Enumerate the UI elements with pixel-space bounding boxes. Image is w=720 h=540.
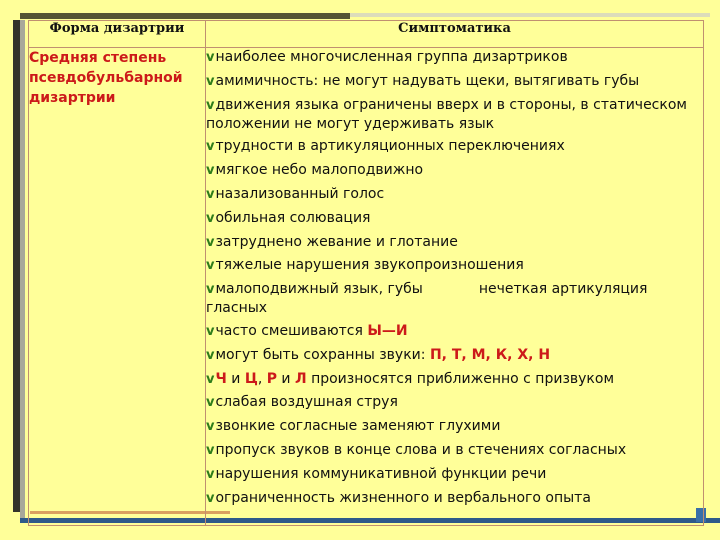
frame-left-bar	[13, 20, 20, 512]
symptom-text: затруднено жевание и глотание	[215, 233, 458, 250]
symptom-text: трудности в артикуляционных переключениях	[215, 138, 565, 155]
symptom-item	[206, 280, 703, 317]
header-symptoms: Симптоматика	[206, 21, 704, 48]
symptom-item	[206, 441, 703, 460]
highlight-sound: Р	[266, 370, 277, 387]
symptom-item	[206, 72, 703, 91]
symptom-item	[206, 346, 703, 365]
highlight-sound: Ч	[215, 370, 227, 387]
bullet-icon: v	[206, 234, 215, 250]
bullet-icon: v	[206, 490, 215, 506]
header-row	[29, 21, 704, 48]
highlight-sounds: П, Т, М, К, Х, Н	[429, 346, 551, 363]
highlight-sound: Ц	[244, 370, 258, 387]
bullet-icon: v	[206, 442, 215, 458]
symptom-text: и	[276, 370, 295, 387]
symptom-text: произносятся приближенно с призвуком	[306, 370, 615, 387]
frame-top-light-bar	[350, 13, 710, 17]
symptom-text: звонкие согласные заменяют глухими	[215, 418, 501, 435]
dysarthria-table	[28, 20, 704, 526]
content-row	[29, 48, 704, 526]
symptom-item	[206, 233, 703, 252]
symptom-item	[206, 137, 703, 156]
symptom-item	[206, 489, 703, 508]
symptom-item	[206, 185, 703, 204]
highlight-sounds: Ы—И	[367, 322, 408, 339]
header-form: Форма дизартрии	[29, 21, 206, 48]
bullet-icon: v	[206, 466, 215, 482]
symptom-text: часто смешиваются	[215, 322, 368, 339]
symptom-item	[206, 209, 703, 228]
bullet-icon: v	[206, 419, 215, 435]
symptom-text: слабая воздушная струя	[215, 394, 398, 411]
symptom-text: нарушения коммуникативной функции речи	[215, 465, 547, 482]
symptom-text: и	[226, 370, 245, 387]
bullet-icon: v	[206, 186, 215, 202]
symptom-item	[206, 465, 703, 484]
symptom-text: тяжелые нарушения звукопроизношения	[215, 257, 524, 274]
bullet-icon: v	[206, 371, 215, 387]
symptom-list	[206, 48, 703, 508]
bullet-icon: v	[206, 395, 215, 411]
symptom-text: мягкое небо малоподвижно	[215, 162, 424, 179]
symptom-text: ,	[257, 370, 267, 387]
symptom-item	[206, 48, 703, 67]
symptom-text: наиболее многочисленная группа дизартриков	[215, 49, 568, 65]
symptom-text: движения языка ограничены вверх и в стороны, в статическом положении не могут удерживать язык	[206, 96, 687, 132]
highlight-sound: Л	[294, 370, 307, 387]
bullet-icon: v	[206, 50, 215, 65]
symptom-item	[206, 322, 703, 341]
symptom-text-cont: нечеткая артикуляция гласных	[206, 281, 648, 317]
frame-left-gray-bar	[20, 20, 25, 520]
symptom-text: амимичность: не могут надувать щеки, вытягивать губы	[215, 72, 640, 89]
frame-top-bar	[20, 13, 350, 19]
bullet-icon: v	[206, 73, 215, 89]
bullet-icon: v	[206, 323, 215, 339]
bullet-icon: v	[206, 97, 215, 113]
form-name: Средняя степень псевдобульбарной дизартрии	[29, 48, 206, 526]
symptom-text: пропуск звуков в конце слова и в стечениях согласных	[215, 441, 627, 458]
symptom-item	[206, 417, 703, 436]
symptoms-cell	[206, 48, 704, 526]
symptom-item	[206, 370, 703, 389]
symptom-item	[206, 393, 703, 412]
bullet-icon: v	[206, 139, 215, 155]
symptom-item	[206, 96, 703, 133]
bullet-icon: v	[206, 258, 215, 274]
symptom-text: могут быть сохранны звуки:	[215, 346, 430, 363]
bullet-icon: v	[206, 282, 215, 298]
symptom-text: обильная солювация	[215, 209, 371, 226]
bullet-icon: v	[206, 210, 215, 226]
symptom-item	[206, 161, 703, 180]
symptom-text: малоподвижный язык, губы	[215, 281, 423, 298]
symptom-item	[206, 256, 703, 275]
bullet-icon: v	[206, 347, 215, 363]
symptom-text: назализованный голос	[215, 185, 385, 202]
bullet-icon: v	[206, 163, 215, 179]
symptom-text: ограниченность жизненного и вербального опыта	[215, 489, 591, 506]
